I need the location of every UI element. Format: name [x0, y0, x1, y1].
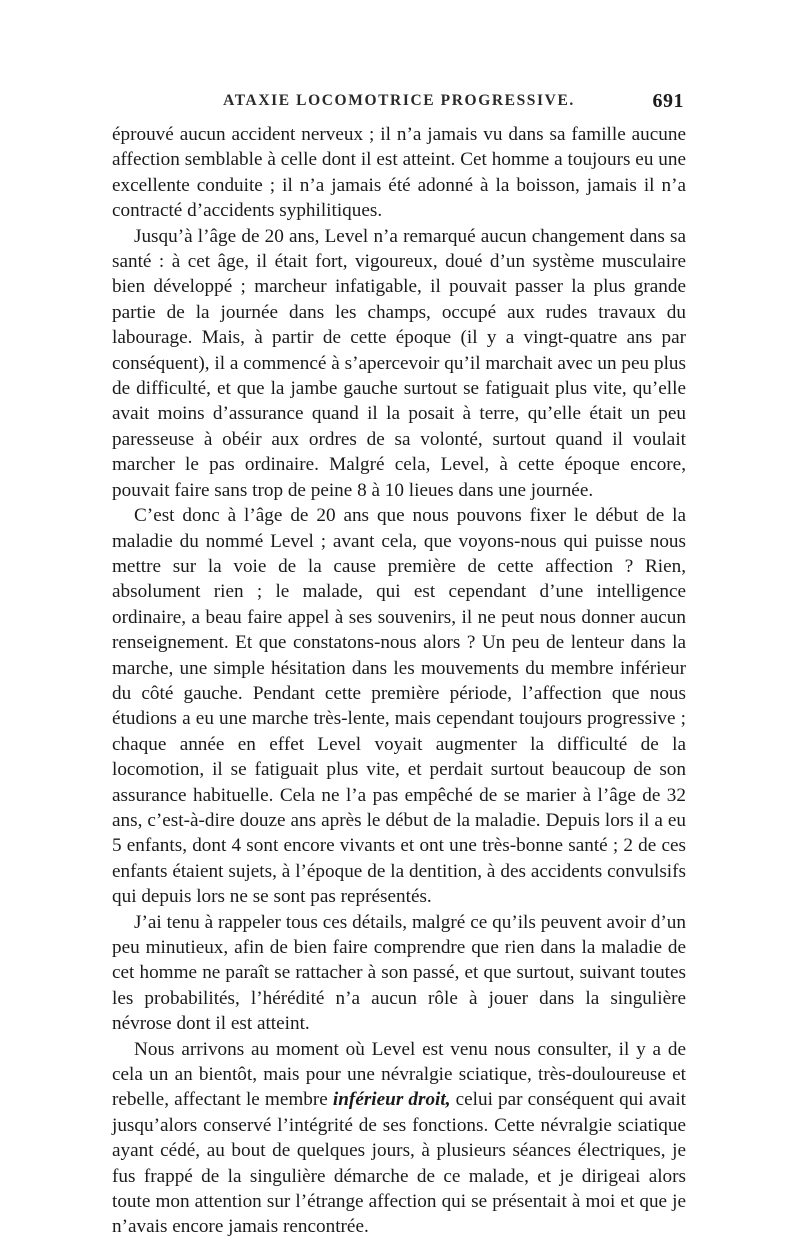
paragraph: Jusqu’à l’âge de 20 ans, Level n’a remarqué aucun changement dans sa santé : à cet âge, il était fort, vigoureux, doué d’un système musculaire bien développé ; marcheur infatigable, il pouvait passer la plus grande partie de la journée dans les champs, occupé aux rudes travaux du labourage. Mais, à partir de cette époque (il y a vingt-quatre ans par conséquent), il a commencé à s’apercevoir qu’il marchait avec un peu plus de difficulté, et que la jambe gauche surtout se fatiguait plus vite, qu’elle avait moins d’assurance quand il la posait à terre, qu’elle était un peu paresseuse à obéir aux ordres de sa volonté, surtout quand il voulait marcher le pas ordinaire. Malgré cela, Level, à cette époque encore, pouvait faire sans trop de peine 8 à 10 lieues dans une journée.: [112, 225, 686, 501]
paragraph: C’est donc à l’âge de 20 ans que nous pouvons fixer le début de la maladie du nommé Level ; avant cela, que voyons-nous qui puisse nous mettre sur la voie de la cause première de cette affection ? Rien, absolument rien ; le malade, qui est cependant d’une intelligence ordinaire, a beau faire appel à ses souvenirs, il ne peut nous donner aucun renseignement. Et que constatons-nous alors ? Un peu de lenteur dans la marche, une simple hésitation dans les mouvements du membre inférieur du côté gauche. Pendant cette première période, l’affection que nous étudions a eu une marche très-lente, mais cependant toujours progressive ; chaque année en effet Level voyait augmenter la difficulté de la locomotion, il se fatiguait plus vite, et perdait surtout beaucoup de son assurance habituelle. Cela ne l’a pas empêché de se marier à l’âge de 32 ans, c’est-à-dire douze ans après le début de la maladie. Depuis lors il a eu 5 enfants, dont 4 sont encore vivants et ont une très-bonne santé ; 2 de ces enfants étaient sujets, à l’époque de la dentition, à des accidents convulsifs qui depuis lors ne se sont pas représentés.: [112, 505, 686, 908]
running-title: ATAXIE LOCOMOTRICE PROGRESSIVE.: [223, 92, 575, 109]
paragraph: [112, 1037, 686, 1240]
page-number: 691: [652, 90, 684, 112]
paragraph-text: celui par conséquent qui avait jusqu’alors conservé l’intégrité de ses fonctions. Cette névralgie sciatique ayant cédé, au bout de quelques jours, à plusieurs séances électriques, je fus frappé de la singulière démarche de ce malade, et je dirigeai alors toute mon attention sur l’étrange affection qui se présentait à moi et que je n’avais encore jamais rencontrée.: [112, 1089, 686, 1238]
paragraph-continued: éprouvé aucun accident nerveux ; il n’a jamais vu dans sa famille aucune affection semblable à celle dont il est atteint. Cet homme a toujours eu une excellente conduite ; il n’a jamais été adonné à la boisson, jamais il n’a contracté d’accidents syphilitiques.: [112, 124, 686, 222]
book-page: [112, 92, 686, 1240]
italic-emphasis: inférieur droit,: [332, 1089, 451, 1111]
running-head: [112, 92, 686, 122]
body-text: [112, 122, 686, 1240]
paragraph-text: Nous arrivons au moment où Level est venu nous consulter, il y a de cela un an bientôt, mais pour une névralgie sciatique, très-douloureuse et rebelle, affectant le membre: [112, 1038, 686, 1111]
paragraph: J’ai tenu à rappeler tous ces détails, malgré ce qu’ils peuvent avoir d’un peu minutieux, afin de bien faire comprendre que rien dans la maladie de cet homme ne paraît se rattacher à son passé, et que surtout, suivant toutes les probabilités, l’hérédité n’a aucun rôle à jouer dans la singulière névrose dont il est atteint.: [112, 911, 686, 1035]
